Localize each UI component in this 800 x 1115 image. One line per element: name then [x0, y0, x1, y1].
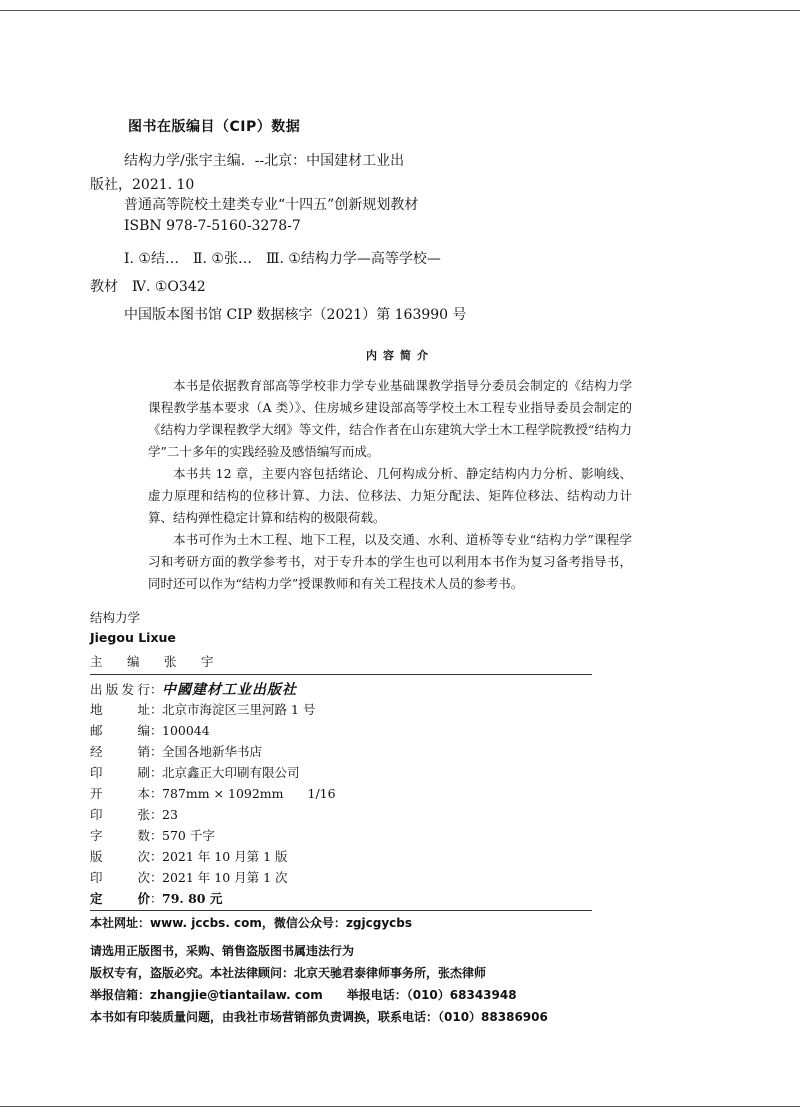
info-row-distributor: 经销：全国各地新华书店 [90, 744, 263, 759]
info-label: 出版发行 [90, 682, 150, 697]
info-row-publisher: 出版发行：中國建材工业出版社 [90, 679, 297, 699]
summary-paragraph: 本书是依据教育部高等学校非力学专业基础课教学指导分委员会制定的《结构力学课程教学基本要求（A 类）》、住房城乡建设部高等学校土木工程专业指导委员会制定的《结构力学课程教学大纲》等文件，结合作者在山东建筑大学土木工程学院教授“结构力学”二十多年的实践经验及感悟编写而成。 [148, 378, 632, 459]
wechat-label: 微信公众号： [273, 916, 346, 930]
info-label: 邮编 [90, 723, 150, 738]
website-label: 本社网址： [90, 916, 151, 930]
info-value: 100044 [162, 723, 210, 738]
info-label: 开本 [90, 786, 150, 801]
piracy-notice: 请选用正版图书，采购、销售盗版图书属违法行为 [90, 944, 355, 958]
info-row-sheets: 印张：23 [90, 807, 178, 822]
report-phone-label: 举报电话： [346, 988, 407, 1002]
info-value: 787mm × 1092mm [162, 786, 284, 801]
divider [90, 910, 592, 911]
cip-classification: Ⅰ. ①结… Ⅱ. ①张… Ⅲ. ①结构力学—高等学校— [124, 251, 441, 267]
info-label: 印刷 [90, 765, 150, 780]
cip-line: 版社，2021. 10 [90, 177, 195, 193]
report-line [90, 986, 517, 1003]
info-value: 全国各地新华书店 [162, 744, 263, 759]
info-row-printer: 印刷：北京鑫正大印刷有限公司 [90, 765, 300, 780]
cip-isbn: ISBN 978-7-5160-3278-7 [124, 218, 301, 234]
book-editor: 主 编 张 宇 [90, 654, 220, 669]
info-row-postcode: 邮编：100044 [90, 723, 210, 738]
info-value: 23 [162, 807, 178, 822]
info-value-extra: 1/16 [307, 786, 336, 801]
info-label: 定价 [90, 891, 150, 906]
info-value: 570 千字 [162, 828, 215, 843]
info-value: 北京市海淀区三里河路 1 号 [162, 702, 316, 717]
book-title: 结构力学 [90, 610, 141, 625]
info-row-format: 开本：787mm × 1092mm 1/16 [90, 786, 336, 801]
summary-paragraph: 本书共 12 章，主要内容包括绪论、几何构成分析、静定结构内力分析、影响线、虚力原理和结构的位移计算、力法、位移法、力矩分配法、矩阵位移法、结构动力计算、结构弹性稳定计算和结构的极限荷载。 [148, 466, 632, 525]
info-label: 经销 [90, 744, 150, 759]
bottom-rule [0, 1106, 800, 1107]
website-link[interactable]: www. jccbs. com， [150, 916, 274, 930]
divider [90, 674, 592, 675]
publisher-logo: 中國建材工业出版社 [162, 682, 297, 698]
legal-line [90, 964, 486, 981]
legal-counsel: 本社法律顾问：北京天驰君泰律师事务所，张杰律师 [210, 966, 487, 980]
summary-heading: 内容简介 [366, 349, 434, 362]
info-row-printing: 印次：2021 年 10 月第 1 次 [90, 870, 288, 885]
publisher-web-line [90, 914, 412, 931]
cip-line: 结构力学/张宇主编．--北京：中国建材工业出 [124, 153, 405, 169]
wechat-id: zgjcgycbs [345, 916, 412, 930]
info-value: 北京鑫正大印刷有限公司 [162, 765, 300, 780]
copyright-notice: 版权专有，盗版必究。 [90, 966, 211, 980]
cip-line: 普通高等院校土建类专业“十四五”创新规划教材 [124, 197, 419, 213]
report-email-link[interactable]: zhangjie@tiantailaw. com [150, 988, 323, 1002]
info-label: 字数 [90, 828, 150, 843]
info-label: 版次 [90, 849, 150, 864]
info-row-edition: 版次：2021 年 10 月第 1 版 [90, 849, 288, 864]
quality-notice: 本书如有印装质量问题，由我社市场营销部负责调换，联系电话：（010）88386906 [90, 1010, 548, 1024]
cip-classification-cont: 教材 Ⅳ. ①O342 [90, 279, 206, 295]
cip-approval-number: 中国版本图书馆 CIP 数据核字（2021）第 163990 号 [124, 307, 467, 323]
info-value: 2021 年 10 月第 1 次 [162, 870, 288, 885]
summary-body [148, 375, 632, 595]
report-email-label: 举报信箱： [90, 988, 151, 1002]
info-value: 2021 年 10 月第 1 版 [162, 849, 288, 864]
top-rule [0, 10, 800, 11]
cip-title: 图书在版编目（CIP）数据 [128, 119, 301, 135]
info-row-address: 地址：北京市海淀区三里河路 1 号 [90, 702, 316, 717]
info-label: 印次 [90, 870, 150, 885]
price-value: 79. 80 元 [162, 891, 223, 906]
info-row-price: 定价：79. 80 元 [90, 891, 223, 906]
report-phone: （010）68343948 [406, 988, 517, 1002]
book-pinyin: Jiegou Lixue [90, 630, 176, 645]
info-label: 地址 [90, 702, 150, 717]
summary-paragraph: 本书可作为土木工程、地下工程，以及交通、水利、道桥等专业“结构力学”课程学习和考研方面的教学参考书，对于专升本的学生也可以利用本书作为复习备考指导书，同时还可以作为“结构力学”授课教师和有关工程技术人员的参考书。 [148, 532, 632, 591]
info-row-wordcount: 字数：570 千字 [90, 828, 215, 843]
info-label: 印张 [90, 807, 150, 822]
